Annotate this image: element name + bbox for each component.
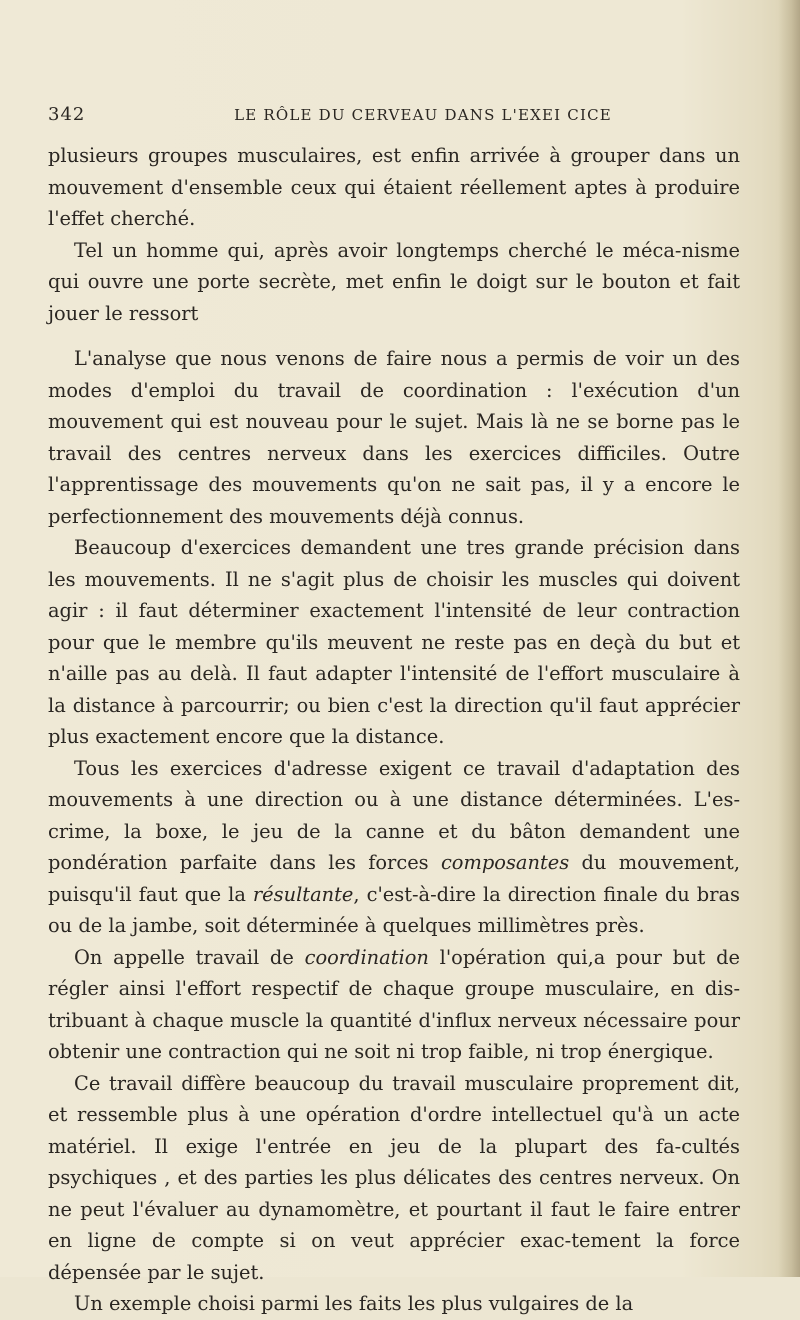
- paragraph-6-part-1: On appelle travail de: [74, 945, 305, 969]
- body-text: [48, 140, 740, 1320]
- emphasis-coordination: coordination: [304, 945, 429, 969]
- page-edge-shadow: [778, 0, 800, 1277]
- paragraph-5-part-1: Tous les exercices d'adresse exigent ce travail d'adaptation des mouvements à une direction ou à une distance déterminées. L'es-crime, la boxe, le jeu de la canne et du bâton demandent une pondération parfaite dans les forces: [48, 756, 740, 874]
- paragraph-5: [48, 753, 740, 942]
- page-number: 342: [48, 104, 86, 125]
- paragraph-8: Un exemple choisi parmi les faits les plus vulgaires de la: [74, 1292, 634, 1315]
- paragraph-1: plusieurs groupes musculaires, est enfin arrivée à grouper dans un mouvement d'ensemble ceux qui étaient réellement aptes à produire l'effet cherché.: [48, 144, 740, 230]
- emphasis-composantes: composantes: [440, 851, 570, 874]
- emphasis-resultante: résultante: [252, 882, 354, 906]
- paragraph-7: Ce travail diffère beaucoup du travail musculaire proprement dit, et ressemble plus à une opération d'ordre intellectuel qu'à un acte matériel. Il exige l'entrée en jeu de la plupart des fa-cultés psychiques , et des parties les plus délicates des centres nerveux. On ne peut l'évaluer au dynamomètre, et pourtant il faut le faire entrer en ligne de compte si on veut apprécier exac-tement la force dépensée par le sujet.: [48, 1071, 740, 1284]
- paragraph-2: Tel un homme qui, après avoir longtemps cherché le méca-nisme qui ouvre une porte secrète, met enfin le doigt sur le bouton et fait jouer le ressort: [48, 238, 740, 325]
- paragraph-6: [48, 942, 740, 1068]
- paragraph-6-part-2: l'opération qui,a pour but de régler ainsi l'effort respectif de chaque groupe musculaire, en dis-tribuant à chaque muscle la quantité d'influx nerveux nécessaire pour obtenir une contraction qui ne soit ni trop faible, ni trop énergique.: [48, 945, 740, 1063]
- paragraph-3: L'analyse que nous venons de faire nous a permis de voir un des modes d'emploi du travail de coordination : l'exécution d'un mouvement qui est nouveau pour le sujet. Mais là ne se borne pas le travail des centres nerveux dans les exercices difficiles. Outre l'apprentissage des mouvements qu'on ne sait pas, il y a encore le perfectionnement des mouvements déjà connus.: [48, 347, 740, 528]
- paragraph-5-part-3: , c'est-à-dire la direction finale du bras ou de la jambe, soit déterminée à quelques millimètres près.: [48, 882, 740, 937]
- paragraph-5-part-2: du mouvement, puisqu'il faut que la: [48, 851, 740, 906]
- running-title: LE RÔLE DU CERVEAU DANS L'EXEI CICE: [234, 106, 612, 124]
- running-head: [48, 104, 738, 130]
- paragraph-4: Beaucoup d'exercices demandent une tres grande précision dans les mouvements. Il ne s'agit plus de choisir les muscles qui doivent agir : il faut déterminer exactement l'intensité de leur contraction pour que le membre qu'ils meuvent ne reste pas en deçà du but et n'aille pas au delà. Il faut adapter l'intensité de l'effort musculaire à la distance à parcourrir; ou bien c'est la direction qu'il faut apprécier plus exactement encore que la distance.: [48, 536, 740, 748]
